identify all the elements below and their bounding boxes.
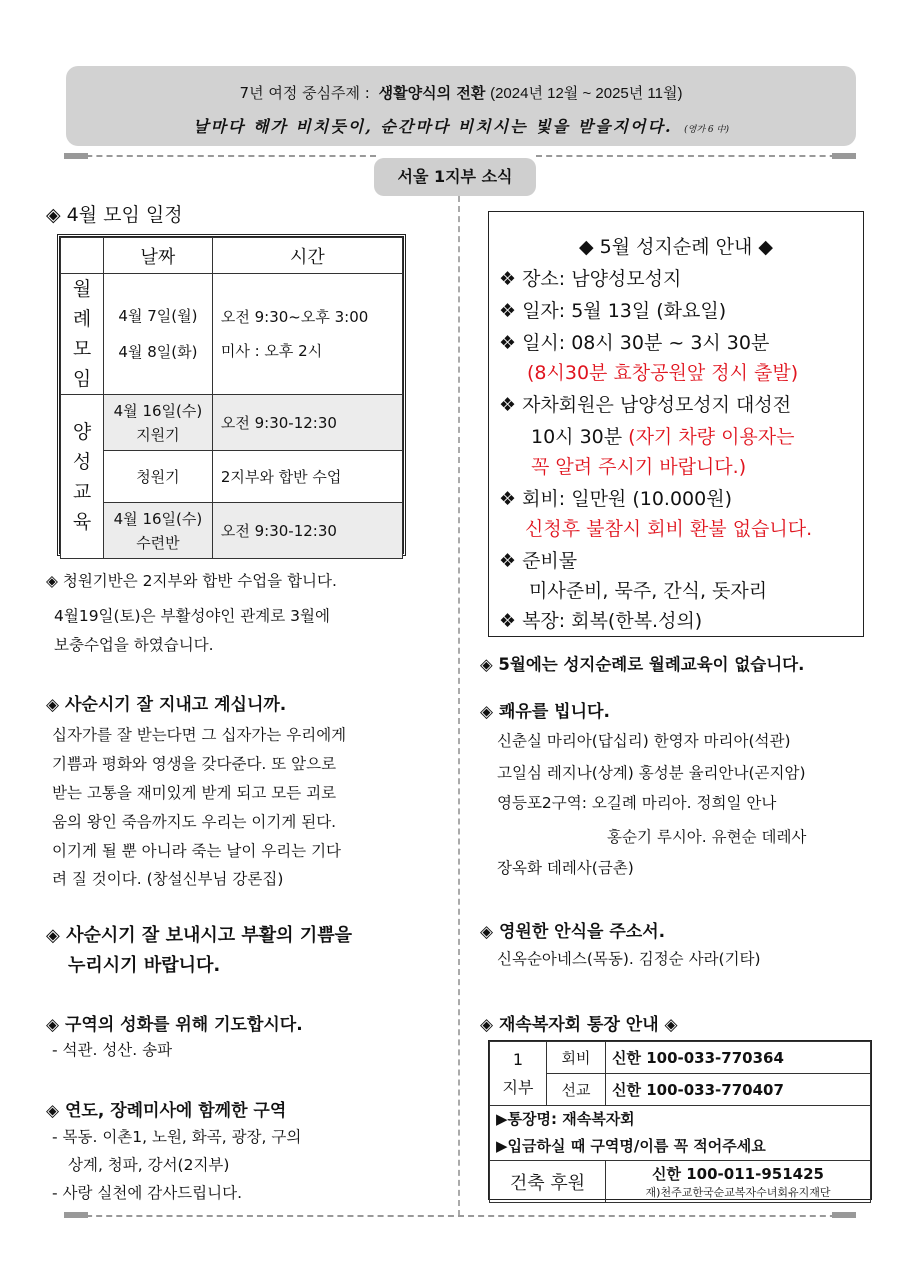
formation-date-1: 4월 16일(수) — [113, 401, 203, 420]
divider-left — [66, 155, 376, 157]
pilgrimage-title: ◆ 5월 성지순례 안내 ◆ — [579, 236, 773, 258]
note-line: ◈ 청원기반은 2지부와 합반 수업을 합니다. — [46, 572, 337, 590]
building-support-owner: 재)천주교한국순교복자수녀회유지재단 — [645, 1186, 831, 1199]
category-monthly — [61, 274, 104, 395]
pilgrimage-car-note: ❖ 자차회원은 남양성모성지 대성전 — [499, 394, 792, 416]
note-line: 보충수업을 하였습니다. — [54, 636, 214, 654]
lent-line: 이기게 될 뿐 아니라 죽는 날이 우리는 기다 — [52, 842, 342, 860]
theme-prefix: 7년 여정 중심주제 : — [239, 84, 370, 102]
account-value-fee: 신한 100-033-770364 — [606, 1042, 871, 1074]
column-divider — [458, 196, 460, 1216]
table-cell — [104, 395, 213, 451]
pray-heading: ◈ 구역의 성화를 위해 기도합시다. — [46, 1015, 303, 1035]
pilgrimage-place: ❖ 장소: 남양성모성지 — [499, 268, 682, 290]
schedule-heading: ◈ 4월 모임 일정 — [46, 204, 183, 226]
verse-cite: (영가 6 中) — [684, 125, 729, 135]
recovery-line: 홍순기 루시아. 유현순 데레사 — [607, 828, 807, 846]
table-cell — [104, 274, 213, 395]
pilgrimage-refund: 신청후 불참시 회비 환불 없습니다. — [525, 518, 813, 540]
lent-line: 려 질 것이다. (창설신부님 강론집) — [52, 870, 284, 888]
lent-line: 움의 왕인 죽음까지도 우리는 이기게 된다. — [52, 813, 337, 831]
building-support-account: 신한 100-011-951425 — [652, 1165, 824, 1183]
recovery-heading: ◈ 쾌유를 빕니다. — [480, 702, 610, 722]
divider-cap — [832, 1212, 856, 1218]
mass-heading: ◈ 연도, 장례미사에 함께한 구역 — [46, 1101, 287, 1121]
section-title: 서울 1지부 소식 — [374, 158, 536, 196]
recovery-line: 영등포2구역: 오길례 마리아. 정희일 안나 — [497, 794, 777, 812]
divider-cap — [64, 1212, 88, 1218]
table-cell — [212, 274, 402, 395]
formation-time-1: 오전 9:30-12:30 — [212, 395, 402, 451]
car-red-note: (자기 차량 이용자는 — [628, 426, 795, 448]
monthly-date-1: 4월 7일(월) — [118, 307, 198, 325]
pilgrimage-car-time — [531, 422, 794, 449]
divider-cap — [64, 153, 88, 159]
divider-cap — [832, 153, 856, 159]
theme-period: (2024년 12월 ~ 2025년 11월) — [490, 85, 683, 102]
account-table — [488, 1040, 872, 1200]
account-notes — [490, 1106, 871, 1161]
monthly-time-2: 미사 : 오후 2시 — [220, 342, 323, 360]
formation-time-2: 2지부와 합반 수업 — [212, 451, 402, 503]
rest-heading: ◈ 영원한 안식을 주소서. — [480, 922, 666, 942]
pilgrimage-box — [488, 211, 864, 637]
lent-line: 기쁨과 평화와 영생을 갖다준다. 또 앞으로 — [52, 755, 337, 773]
col-header-time: 시간 — [212, 238, 402, 274]
account-holder: ▶통장명: 재속복자회 — [496, 1110, 635, 1128]
building-support-label: 건축 후원 — [490, 1161, 606, 1203]
building-support-cell — [606, 1161, 871, 1203]
formation-sub-3: 수련반 — [136, 533, 180, 552]
table-corner — [61, 238, 104, 274]
table-cell — [104, 503, 213, 559]
lent-line: 십자가를 잘 받는다면 그 십자가는 우리에게 — [52, 726, 347, 744]
theme-line — [66, 82, 856, 103]
monthly-date-2: 4월 8일(화) — [118, 343, 198, 361]
pilgrimage-fee: ❖ 회비: 일만원 (10.000원) — [499, 488, 732, 510]
pilgrimage-prep-items: 미사준비, 묵주, 간식, 돗자리 — [529, 580, 768, 602]
account-branch — [490, 1042, 547, 1106]
mass-line: - 목동. 이촌1, 노원, 화곡, 광장, 구의 — [52, 1128, 302, 1146]
col-header-date: 날짜 — [104, 238, 213, 274]
pilgrimage-time: ❖ 일시: 08시 30분 ~ 3시 30분 — [499, 332, 770, 354]
pray-list: - 석관. 성산. 송파 — [52, 1041, 173, 1059]
account-heading: ◈ 재속복자회 통장 안내 ◈ — [480, 1015, 678, 1035]
account-branch-label: 1 지부 — [502, 1049, 534, 1097]
rest-line: 신옥순아네스(목동). 김정순 사라(기타) — [497, 950, 761, 968]
schedule-table — [57, 234, 406, 556]
account-value-mission: 신한 100-033-770407 — [606, 1074, 871, 1106]
easter-heading: ◈ 사순시기 잘 보내시고 부활의 기쁨을 — [46, 925, 352, 946]
pilgrimage-dress: ❖ 복장: 회복(한복.성의) — [499, 610, 703, 632]
note-line: 4월19일(토)은 부활성야인 관계로 3월에 — [54, 607, 330, 625]
may-note: ◈ 5월에는 성지순례로 월례교육이 없습니다. — [480, 655, 805, 674]
lent-line: 받는 고통을 재미있게 받게 되고 모든 괴로 — [52, 784, 337, 802]
pilgrimage-prep: ❖ 준비물 — [499, 550, 578, 572]
header-banner — [66, 66, 856, 146]
category-formation — [61, 395, 104, 559]
divider-right — [536, 155, 856, 157]
account-label-mission: 선교 — [547, 1074, 606, 1106]
formation-time-3: 오전 9:30-12:30 — [212, 503, 402, 559]
category-formation-label: 양 성 교 육 — [72, 420, 92, 533]
car-red-note-2: 꼭 알려 주시기 바랍니다.) — [531, 456, 747, 478]
recovery-line: 신춘실 마리아(답십리) 한영자 마리아(석관) — [497, 732, 791, 750]
verse-line — [66, 114, 856, 137]
pilgrimage-departure: (8시30분 효창공원앞 정시 출발) — [527, 362, 799, 384]
monthly-time-1: 오전 9:30~오후 3:00 — [220, 308, 369, 326]
formation-date-3: 4월 16일(수) — [113, 509, 203, 528]
car-time-text: 10시 30분 — [531, 426, 623, 448]
mass-thanks: - 사랑 실천에 감사드립니다. — [52, 1184, 243, 1202]
lent-heading: ◈ 사순시기 잘 지내고 계십니까. — [46, 695, 287, 715]
recovery-line: 고일심 레지나(상계) 홍성분 율리안나(곤지암) — [497, 764, 806, 782]
category-monthly-label: 월 례 모 임 — [72, 278, 92, 390]
formation-sub-1: 지원기 — [136, 425, 180, 444]
recovery-line: 장옥화 데레사(금촌) — [497, 859, 634, 877]
pilgrimage-date: ❖ 일자: 5월 13일 (화요일) — [499, 300, 727, 322]
theme-title: 생활양식의 전환 — [378, 84, 486, 102]
mass-line: 상계, 청파, 강서(2지부) — [68, 1156, 230, 1174]
account-label-fee: 회비 — [547, 1042, 606, 1074]
bottom-divider — [66, 1215, 856, 1217]
account-deposit-note: ▶입금하실 때 구역명/이름 꼭 적어주세요 — [496, 1137, 766, 1155]
formation-date-2: 청원기 — [104, 451, 213, 503]
easter-heading-2: 누리시기 바랍니다. — [68, 955, 221, 976]
verse-text: 날마다 해가 비치듯이, 순간마다 비치시는 빛을 받을지어다. — [193, 117, 673, 136]
